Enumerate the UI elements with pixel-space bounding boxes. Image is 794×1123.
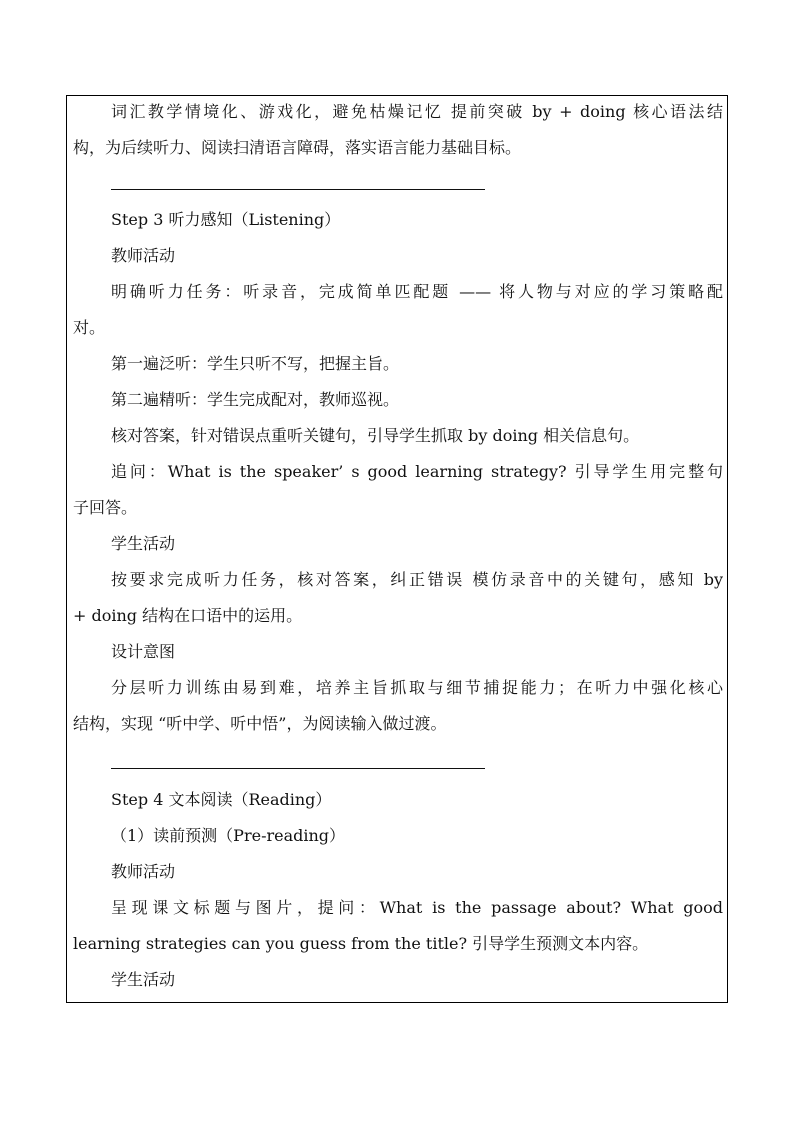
- paragraph-line: + doing 结构在口语中的运用。: [73, 606, 303, 625]
- paragraph-line: 呈现课文标题与图片，提问：What is the passage about? What good: [111, 898, 723, 917]
- paragraph-line: 构，为后续听力、阅读扫清语言障碍，落实语言能力基础目标。: [73, 138, 522, 157]
- paragraph-line: 结构，实现 “听中学、听中悟”，为阅读输入做过渡。: [73, 714, 447, 733]
- paragraph-line: 词汇教学情境化、游戏化，避免枯燥记忆 提前突破 by + doing 核心语法结: [111, 102, 723, 121]
- paragraph-line: 对。: [73, 318, 106, 337]
- paragraph-line: 按要求完成听力任务，核对答案，纠正错误 模仿录音中的关键句，感知 by: [111, 570, 723, 589]
- step-3-heading: Step 3 听力感知（Listening）: [111, 210, 341, 229]
- paragraph-line: 第一遍泛听：学生只听不写，把握主旨。: [111, 354, 400, 373]
- section-divider: [111, 768, 485, 769]
- paragraph-line: 分层听力训练由易到难，培养主旨抓取与细节捕捉能力；在听力中强化核心: [111, 678, 723, 697]
- sub-heading: （1）读前预测（Pre-reading）: [111, 826, 346, 845]
- paragraph-line: 核对答案，针对错误点重听关键句，引导学生抓取 by doing 相关信息句。: [111, 426, 640, 445]
- lesson-plan-cell: [66, 95, 728, 1003]
- teacher-activity-label: 教师活动: [111, 862, 176, 881]
- paragraph-line: 第二遍精听：学生完成配对，教师巡视。: [111, 390, 400, 409]
- paragraph-line: 追问：What is the speaker’ s good learning strategy? 引导学生用完整句: [111, 462, 723, 481]
- paragraph-line: 子回答。: [73, 498, 138, 517]
- step-4-heading: Step 4 文本阅读（Reading）: [111, 790, 332, 809]
- paragraph-line: 明确听力任务：听录音，完成简单匹配题 —— 将人物与对应的学习策略配: [111, 282, 723, 301]
- design-intent-label: 设计意图: [111, 642, 176, 661]
- paragraph-line: learning strategies can you guess from the title? 引导学生预测文本内容。: [73, 934, 649, 953]
- teacher-activity-label: 教师活动: [111, 246, 176, 265]
- student-activity-label: 学生活动: [111, 970, 176, 989]
- student-activity-label: 学生活动: [111, 534, 176, 553]
- section-divider: [111, 189, 485, 190]
